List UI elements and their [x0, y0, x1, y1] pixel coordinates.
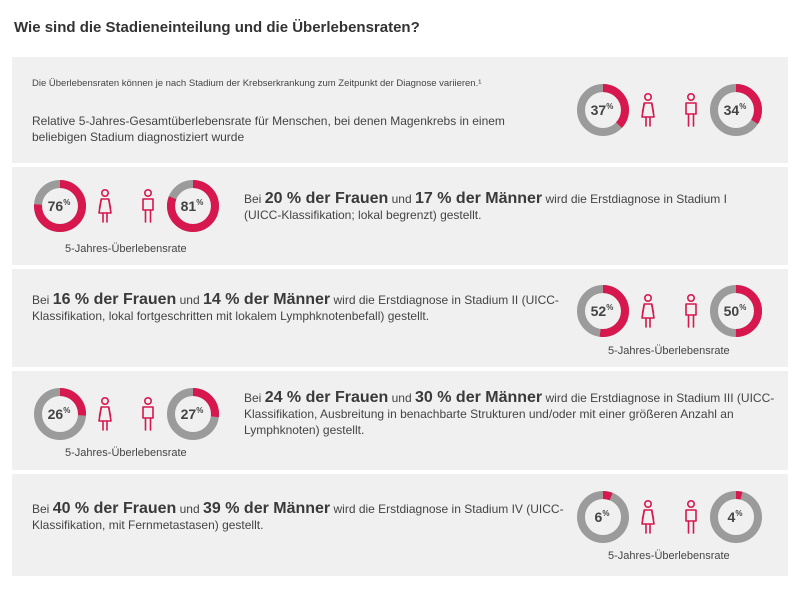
donut-women-value-label: 26%	[47, 406, 71, 422]
donut-women	[38, 392, 82, 436]
female-figure-icon	[99, 190, 111, 222]
page-title: Wie sind die Stadieneinteilung und die Überlebensraten?	[14, 19, 420, 36]
survival-donut-group-stage-4	[575, 489, 765, 545]
donut-women-value-label: 52%	[590, 303, 614, 319]
stage-2-panel	[12, 269, 788, 367]
intro-note: Die Überlebensraten können je nach Stadium der Krebserkrankung zum Zeitpunkt der Diagnose variieren.¹	[32, 78, 482, 89]
stage-4-panel	[12, 474, 788, 576]
intro-description: Relative 5-Jahres-Gesamtüberlebensrate für Menschen, bei denen Magenkrebs in einem beliebigen Stadium diagnostiziert wurde	[32, 114, 505, 144]
male-figure-icon	[686, 295, 696, 327]
stage-1-panel	[12, 167, 788, 265]
donut-men-value-label: 81%	[180, 198, 204, 214]
survival-rate-label: 5-Jahres-Überlebensrate	[65, 243, 187, 255]
donut-men-value-label: 50%	[723, 303, 747, 319]
donut-women	[581, 88, 625, 132]
survival-rate-label: 5-Jahres-Überlebensrate	[608, 345, 730, 357]
donut-women-value-label: 76%	[47, 198, 71, 214]
stage-3-panel	[12, 371, 788, 470]
female-figure-icon	[99, 398, 111, 430]
survival-donut-group-stage-2	[575, 283, 765, 339]
stage-1-description: Bei 20 % der Frauen und 17 % der Männer wird die Erstdiagnose in Stadium I (UICC-Klassifikation; lokal begrenzt) gestellt.	[244, 190, 727, 222]
donut-women	[581, 495, 625, 539]
female-figure-icon	[642, 94, 654, 126]
male-figure-icon	[686, 94, 696, 126]
donut-women	[581, 289, 625, 333]
male-figure-icon	[143, 398, 153, 430]
survival-donut-group-stage-1	[32, 178, 222, 234]
overall-panel	[12, 57, 788, 163]
donut-men	[171, 184, 215, 228]
donut-men-value-label: 4%	[727, 509, 743, 525]
donut-men-value-label: 27%	[180, 406, 204, 422]
survival-rate-label: 5-Jahres-Überlebensrate	[65, 447, 187, 459]
donut-men	[171, 392, 215, 436]
donut-men	[714, 289, 758, 333]
donut-men-value-label: 34%	[723, 102, 747, 118]
male-figure-icon	[143, 190, 153, 222]
female-figure-icon	[642, 501, 654, 533]
survival-rate-label: 5-Jahres-Überlebensrate	[608, 550, 730, 562]
survival-donut-group-overall	[575, 82, 765, 138]
donut-men	[714, 495, 758, 539]
stage-3-description: Bei 24 % der Frauen und 30 % der Männer wird die Erstdiagnose in Stadium III (UICC-Klassifikation, Ausbreitung in benachbarte Strukturen und/oder mit einer größeren Anzahl an Lymphknoten) gestellt.	[244, 389, 775, 437]
stage-2-description: Bei 16 % der Frauen und 14 % der Männer wird die Erstdiagnose in Stadium II (UICC-Klassifikation, lokal fortgeschritten mit lokalem Lymphknotenbefall) gestellt.	[32, 291, 559, 323]
donut-women-value-label: 6%	[594, 509, 610, 525]
stage-4-description: Bei 40 % der Frauen und 39 % der Männer wird die Erstdiagnose in Stadium IV (UICC-Klassifikation, mit Fernmetastasen) gestellt.	[32, 500, 564, 532]
donut-women	[38, 184, 82, 228]
donut-men	[714, 88, 758, 132]
donut-women-value-label: 37%	[590, 102, 614, 118]
female-figure-icon	[642, 295, 654, 327]
survival-donut-group-stage-3	[32, 386, 222, 442]
male-figure-icon	[686, 501, 696, 533]
